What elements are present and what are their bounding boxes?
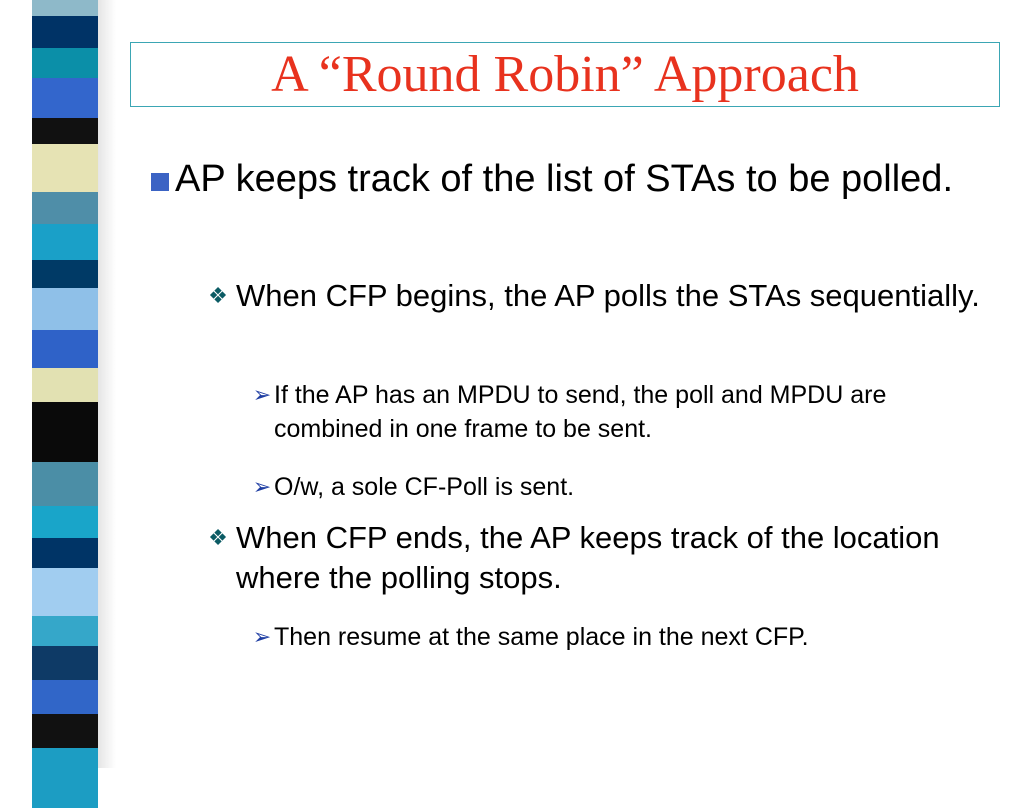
arrowhead-bullet-icon: ➢	[252, 474, 272, 499]
arrowhead-bullet-icon: ➢	[252, 382, 272, 407]
four-diamond-bullet-icon: ❖	[208, 283, 228, 308]
bullet-level-2	[200, 518, 980, 598]
strip-segment	[32, 118, 98, 144]
strip-segment	[32, 462, 98, 506]
strip-segment	[32, 680, 98, 714]
strip-segment	[32, 748, 98, 808]
strip-segment	[32, 646, 98, 680]
blue-square-bullet-icon	[145, 156, 175, 203]
strip-segment	[32, 616, 98, 646]
bullet-text: AP keeps track of the list of STAs to be polled.	[175, 158, 953, 200]
arrowhead-bullet-icon: ➢	[252, 624, 272, 649]
bullet-level-3	[250, 470, 970, 504]
strip-segment	[32, 506, 98, 538]
strip-shadow	[98, 0, 116, 768]
bullet-text: When CFP ends, the AP keeps track of the location where the polling stops.	[236, 520, 940, 595]
slide-title: A “Round Robin” Approach	[271, 46, 859, 103]
strip-segment	[32, 144, 98, 192]
strip-segment	[32, 78, 98, 118]
bullet-text: Then resume at the same place in the next CFP.	[274, 623, 809, 651]
strip-segment	[32, 402, 98, 462]
strip-segment	[32, 260, 98, 288]
strip-segment	[32, 288, 98, 330]
bullet-text: If the AP has an MPDU to send, the poll and MPDU are combined in one frame to be sent.	[274, 381, 887, 443]
strip-segment	[32, 538, 98, 568]
strip-segment	[32, 224, 98, 260]
title-box	[130, 42, 1000, 107]
strip-segment	[32, 192, 98, 224]
strip-segment	[32, 568, 98, 616]
bullet-level-3	[250, 620, 970, 654]
strip-segment	[32, 330, 98, 368]
bullet-text: O/w, a sole CF-Poll is sent.	[274, 473, 575, 501]
decorative-strip	[32, 0, 98, 768]
strip-segment	[32, 16, 98, 48]
bullet-level-2	[200, 276, 980, 316]
bullet-level-1	[145, 156, 975, 203]
strip-segment	[32, 368, 98, 402]
bullet-text: When CFP begins, the AP polls the STAs sequentially.	[236, 278, 980, 313]
strip-segment	[32, 48, 98, 78]
strip-segment	[32, 0, 98, 16]
four-diamond-bullet-icon: ❖	[208, 525, 228, 550]
strip-segment	[32, 714, 98, 748]
bullet-level-3	[250, 378, 970, 446]
